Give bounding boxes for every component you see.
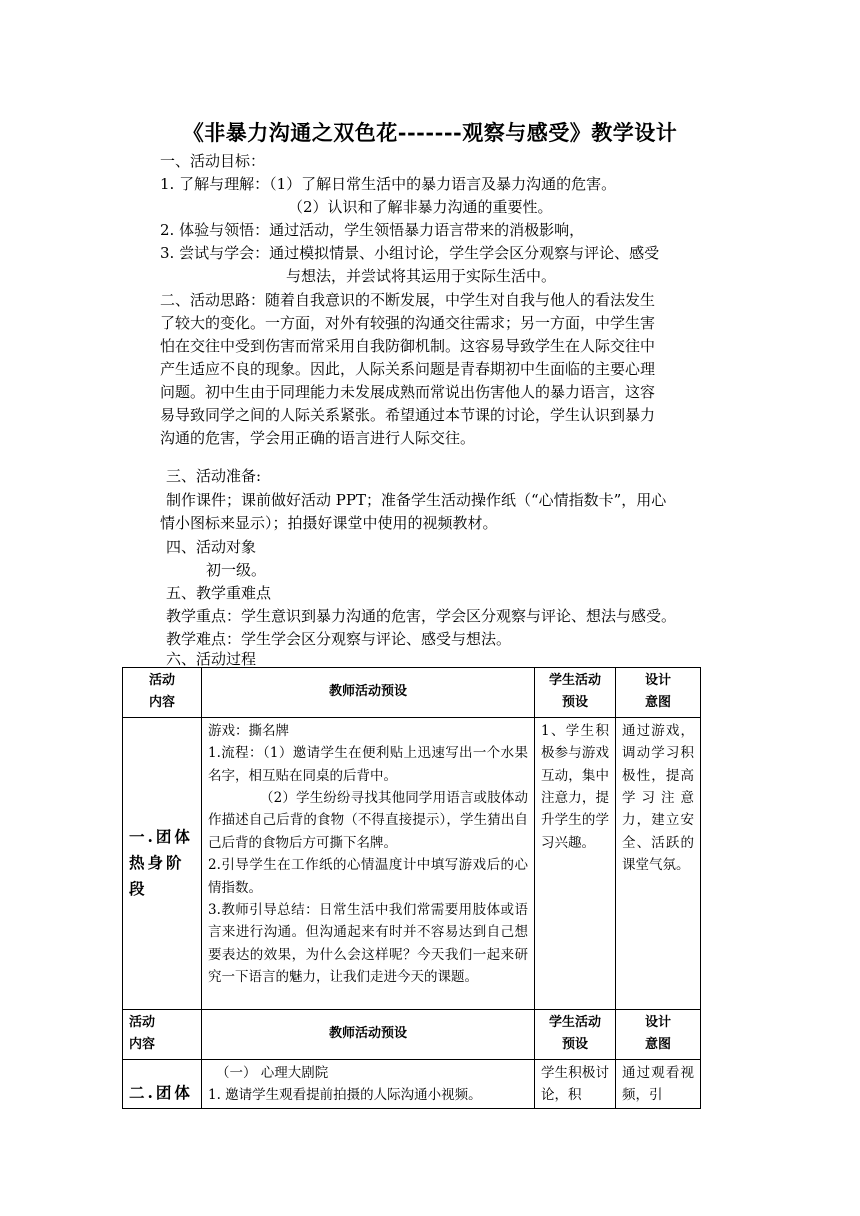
- header-student-activity: [535, 668, 616, 718]
- goal-2-line: 2. 体验与领悟：通过活动，学生领悟暴力语言带来的消极影响，: [160, 221, 585, 239]
- warmup-step-1-2: （2）学生纷纷寻找其他同学用语言或肢体动作描述自己后背的食物（不得直接提示），学生猜出自己后背的食物后方可撕下名牌。: [208, 790, 528, 851]
- section-4-heading: 四、活动对象: [166, 538, 257, 556]
- warmup-step-3: 3.教师引导总结：日常生活中我们常需要用肢体或语言来进行沟通。但沟通起来有时并不容易达到自己想要表达的效果，为什么会这样呢？今天我们一起来研究一下语言的魅力，让我们走进今天的课题。: [208, 902, 528, 986]
- header-activity-content-2: [123, 1009, 202, 1059]
- header-design-intent-line-1: 设计: [644, 673, 671, 688]
- teacher-activity-warmup: [202, 717, 535, 1009]
- header-student-activity-2-line-1: 学生活动: [548, 1014, 601, 1030]
- header-teacher-activity-2: 教师活动预设: [202, 1009, 535, 1059]
- header-design-intent-line-2: 意图: [644, 695, 671, 711]
- goal-1-line-2: （2）认识和了解非暴力沟通的重要性。: [288, 198, 553, 216]
- table-row: [123, 717, 701, 1009]
- warmup-game-title: 游戏：撕名牌: [208, 722, 289, 739]
- stage-2: 二.团体: [123, 1059, 202, 1109]
- table-header-row: [123, 668, 701, 718]
- header-student-activity-line-2: 预设: [561, 695, 588, 711]
- student-activity-stage-2: 学生积极讨论，积: [535, 1059, 616, 1109]
- header-design-intent-2-line-2: 意图: [644, 1037, 671, 1053]
- section-2-line-4: 产生适应不良的现象。因此，人际关系问题是青春期初中生面临的主要心理: [160, 360, 656, 378]
- warmup-step-2: 2.引导学生在工作纸的心情温度计中填写游戏后的心情指数。: [208, 857, 528, 896]
- stage-2-subtitle: （一） 心理大剧院: [216, 1064, 329, 1081]
- activity-process-table: [122, 667, 701, 1109]
- section-2-line-2: 了较大的变化。一方面，对外有较强的沟通交往需求；另一方面，中学生害: [160, 314, 656, 332]
- header-activity-content-line-2: 内容: [148, 695, 175, 711]
- header-activity-content-2-line-1: 活动: [129, 1014, 156, 1030]
- teaching-key-point: 教学重点：学生意识到暴力沟通的危害，学会区分观察与评论、想法与感受。: [166, 607, 677, 625]
- design-intent-warmup: 通过游戏，调动学习积极性，提高学习注意力，建立安全、活跃的课堂气氛。: [616, 717, 701, 1009]
- goal-3-line-2: 与想法，并尝试将其运用于实际生活中。: [286, 267, 557, 285]
- section-2-line-7: 沟通的危害，学会用正确的语言进行人际交往。: [160, 429, 476, 447]
- header-student-activity-line-1: 学生活动: [548, 673, 601, 688]
- header-activity-content-2-line-2: 内容: [129, 1037, 156, 1053]
- header-student-activity-2: [535, 1009, 616, 1059]
- document-title: 《非暴力沟通之双色花-------观察与感受》教学设计: [182, 120, 678, 145]
- header-design-intent: [616, 668, 701, 718]
- section-3-heading: 三、活动准备:: [166, 467, 262, 485]
- stage-2-step-1: 1. 邀请学生观看提前拍摄的人际沟通小视频。: [208, 1087, 482, 1104]
- section-6-heading: 六、活动过程: [166, 650, 257, 668]
- teacher-activity-stage-2: [202, 1059, 535, 1109]
- section-4-text: 初一级。: [206, 561, 267, 579]
- student-activity-warmup: 1、学生积极参与游戏互动，集中注意力，提升学生的学习兴趣。: [535, 717, 616, 1009]
- header-activity-content: [123, 668, 202, 718]
- goal-3-line-1: 3. 尝试与学会：通过模拟情景、小组讨论，学生学会区分观察与评论、感受: [160, 244, 660, 262]
- section-5-heading: 五、教学重难点: [166, 584, 272, 602]
- stage-warmup: 一.团体热身阶段: [123, 717, 202, 1009]
- goal-1-line-1: 1. 了解与理解：（1）了解日常生活中的暴力语言及暴力沟通的危害。: [160, 175, 617, 193]
- section-2-line-6: 易导致同学之间的人际关系紧张。希望通过本节课的讨论，学生认识到暴力: [160, 406, 656, 424]
- section-2-line-5: 问题。初中生由于同理能力未发展成熟而常说出伤害他人的暴力语言，这容: [160, 383, 656, 401]
- section-1-heading: 一、活动目标：: [160, 152, 266, 170]
- header-design-intent-2-line-1: 设计: [644, 1014, 671, 1030]
- teaching-difficult-point: 教学难点：学生学会区分观察与评论、感受与想法。: [166, 630, 512, 648]
- warmup-step-1: 1.流程：（1）邀请学生在便利贴上迅速写出一个水果名字，相互贴在同桌的后背中。: [208, 745, 528, 784]
- section-3-line-1: 制作课件；课前做好活动 PPT；准备学生活动操作纸（“心情指数卡”，用心: [166, 491, 667, 509]
- table-row: [123, 1059, 701, 1109]
- section-2-line-3: 怕在交往中受到伤害而常采用自我防御机制。这容易导致学生在人际交往中: [160, 337, 656, 355]
- header-design-intent-2: [616, 1009, 701, 1059]
- header-student-activity-2-line-2: 预设: [561, 1037, 588, 1053]
- section-3-line-2: 情小图标来显示）；拍摄好课堂中使用的视频教材。: [160, 514, 498, 532]
- header-activity-content-line-1: 活动: [148, 673, 175, 688]
- section-2-line-1: 二、活动思路：随着自我意识的不断发展，中学生对自我与他人的看法发生: [160, 291, 656, 309]
- header-teacher-activity: 教师活动预设: [202, 668, 535, 718]
- design-intent-stage-2: 通过观看视频，引: [616, 1059, 701, 1109]
- table-header-row-2: [123, 1009, 701, 1059]
